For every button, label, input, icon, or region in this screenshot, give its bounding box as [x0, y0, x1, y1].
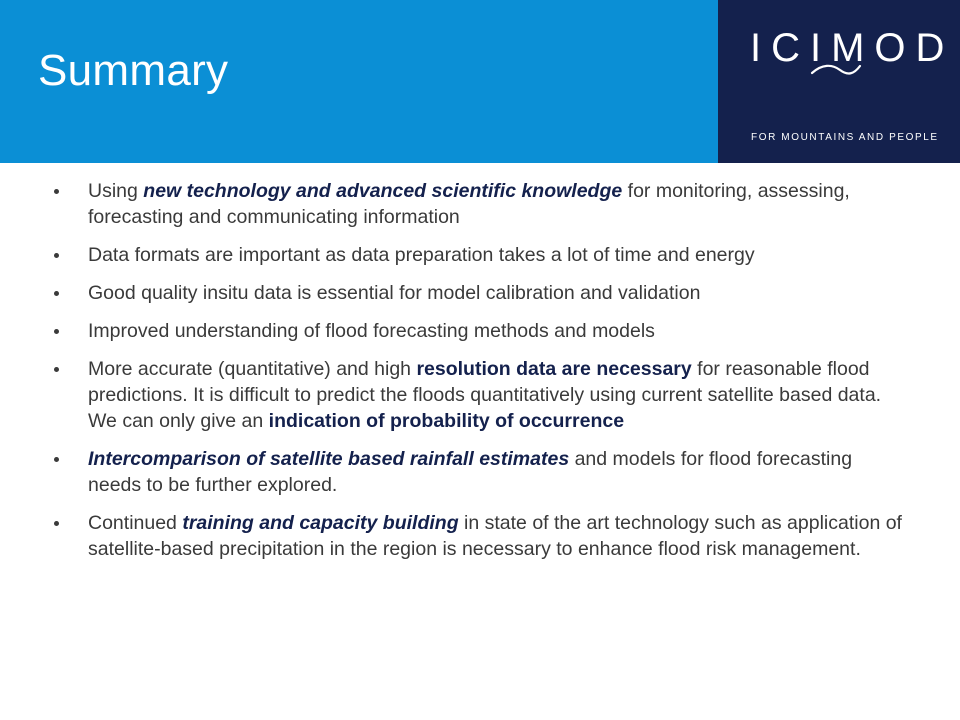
list-item: Improved understanding of flood forecasting methods and models	[50, 318, 910, 344]
list-item: Data formats are important as data preparation takes a lot of time and energy	[50, 242, 910, 268]
list-item: Continued training and capacity building in state of the art technology such as application of satellite-based precipitation in the region is necessary to enhance flood risk management.	[50, 510, 910, 562]
bullet-icon	[54, 367, 59, 372]
bullet-icon	[54, 457, 59, 462]
icimod-logo	[718, 0, 960, 163]
emphasis: indication of probability of occurrence	[268, 410, 625, 432]
list-item: Using new technology and advanced scientific knowledge for monitoring, assessing, forecasting and communicating information	[50, 178, 910, 230]
list-item: Good quality insitu data is essential for model calibration and validation	[50, 280, 910, 306]
emphasis: new technology and advanced scientific knowledge	[143, 180, 623, 202]
bullet-icon	[54, 329, 59, 334]
bullet-icon	[54, 291, 59, 296]
bullet-icon	[54, 189, 59, 194]
title-banner	[0, 0, 718, 163]
summary-bullet-list	[50, 178, 910, 574]
bullet-icon	[54, 521, 59, 526]
list-item: Intercomparison of satellite based rainfall estimates and models for flood forecasting needs to be further explored.	[50, 446, 910, 498]
emphasis: resolution data are necessary	[416, 358, 692, 380]
page-title: Summary	[38, 46, 229, 95]
logo-wordmark: ICIMOD	[750, 26, 955, 70]
logo-tagline: FOR MOUNTAINS AND PEOPLE	[751, 132, 939, 143]
emphasis: Intercomparison of satellite based rainfall estimates	[88, 448, 570, 470]
emphasis: training and capacity building	[182, 512, 459, 534]
list-item: More accurate (quantitative) and high resolution data are necessary for reasonable flood predictions. It is difficult to predict the floods quantitatively using current satellite based data. We can only give an indication of probability of occurrence	[50, 356, 910, 434]
wave-icon	[810, 60, 862, 78]
bullet-icon	[54, 253, 59, 258]
